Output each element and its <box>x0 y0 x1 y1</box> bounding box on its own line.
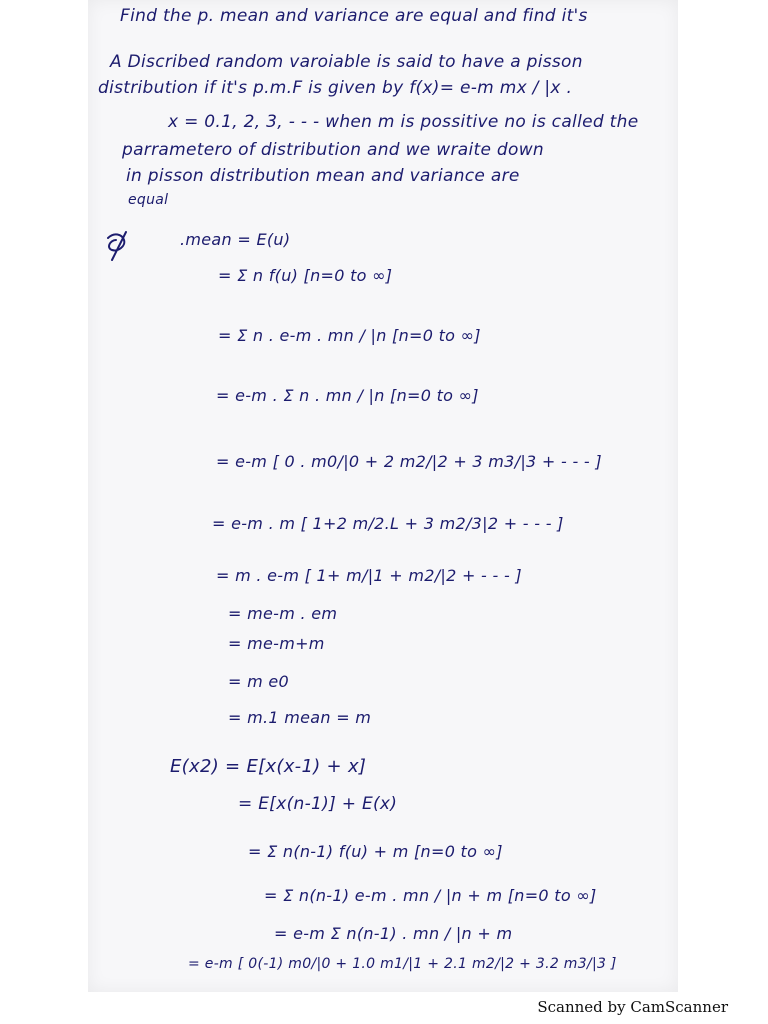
page-margin-left <box>0 0 88 992</box>
mean-step-9: = me-m+m <box>228 634 325 653</box>
mean-step-1: .mean = E(u) <box>180 230 291 249</box>
mean-step-6: = e-m . m [ 1+2 m/2.L + 3 m2/3|2 + - - - ] <box>212 514 564 533</box>
second-moment-step-5: = e-m Σ n(n-1) . mn / |n + m <box>274 924 513 943</box>
mean-step-10: = m e0 <box>228 672 289 691</box>
problem-line-5: parrametero of distribution and we wraite down <box>122 140 544 160</box>
problem-line-3: distribution if it's p.m.F is given by f(x)= e-m mx / |x . <box>98 78 573 98</box>
notebook-page <box>88 0 678 992</box>
margin-tick-icon <box>104 228 136 264</box>
second-moment-step-4: = Σ n(n-1) e-m . mn / |n + m [n=0 to ∞] <box>264 886 597 905</box>
problem-line-4: x = 0.1, 2, 3, - - - when m is possitive no is called the <box>168 112 639 132</box>
problem-line-2: A Discribed random varoiable is said to have a pisson <box>110 52 583 72</box>
mean-step-2: = Σ n f(u) [n=0 to ∞] <box>218 266 393 285</box>
problem-line-1: Find the p. mean and variance are equal and find it's <box>120 6 588 26</box>
mean-step-7: = m . e-m [ 1+ m/|1 + m2/|2 + - - - ] <box>216 566 522 585</box>
second-moment-step-2: = E[x(n-1)] + E(x) <box>238 794 398 814</box>
mean-step-11: = m.1 mean = m <box>228 708 372 727</box>
page-margin-right <box>678 0 768 992</box>
second-moment-step-1: E(x2) = E[x(x-1) + x] <box>170 756 367 777</box>
problem-line-7: equal <box>128 192 169 208</box>
mean-step-4: = e-m . Σ n . mn / |n [n=0 to ∞] <box>216 386 479 405</box>
mean-step-3: = Σ n . e-m . mn / |n [n=0 to ∞] <box>218 326 481 345</box>
problem-line-6: in pisson distribution mean and variance are <box>126 166 520 186</box>
scanner-watermark: Scanned by CamScanner <box>537 998 728 1016</box>
second-moment-step-3: = Σ n(n-1) f(u) + m [n=0 to ∞] <box>248 842 503 861</box>
mean-step-5: = e-m [ 0 . m0/|0 + 2 m2/|2 + 3 m3/|3 + - - - ] <box>216 452 602 471</box>
mean-step-8: = me-m . em <box>228 604 338 623</box>
second-moment-step-6: = e-m [ 0(-1) m0/|0 + 1.0 m1/|1 + 2.1 m2/|2 + 3.2 m3/|3 ] <box>188 956 617 972</box>
